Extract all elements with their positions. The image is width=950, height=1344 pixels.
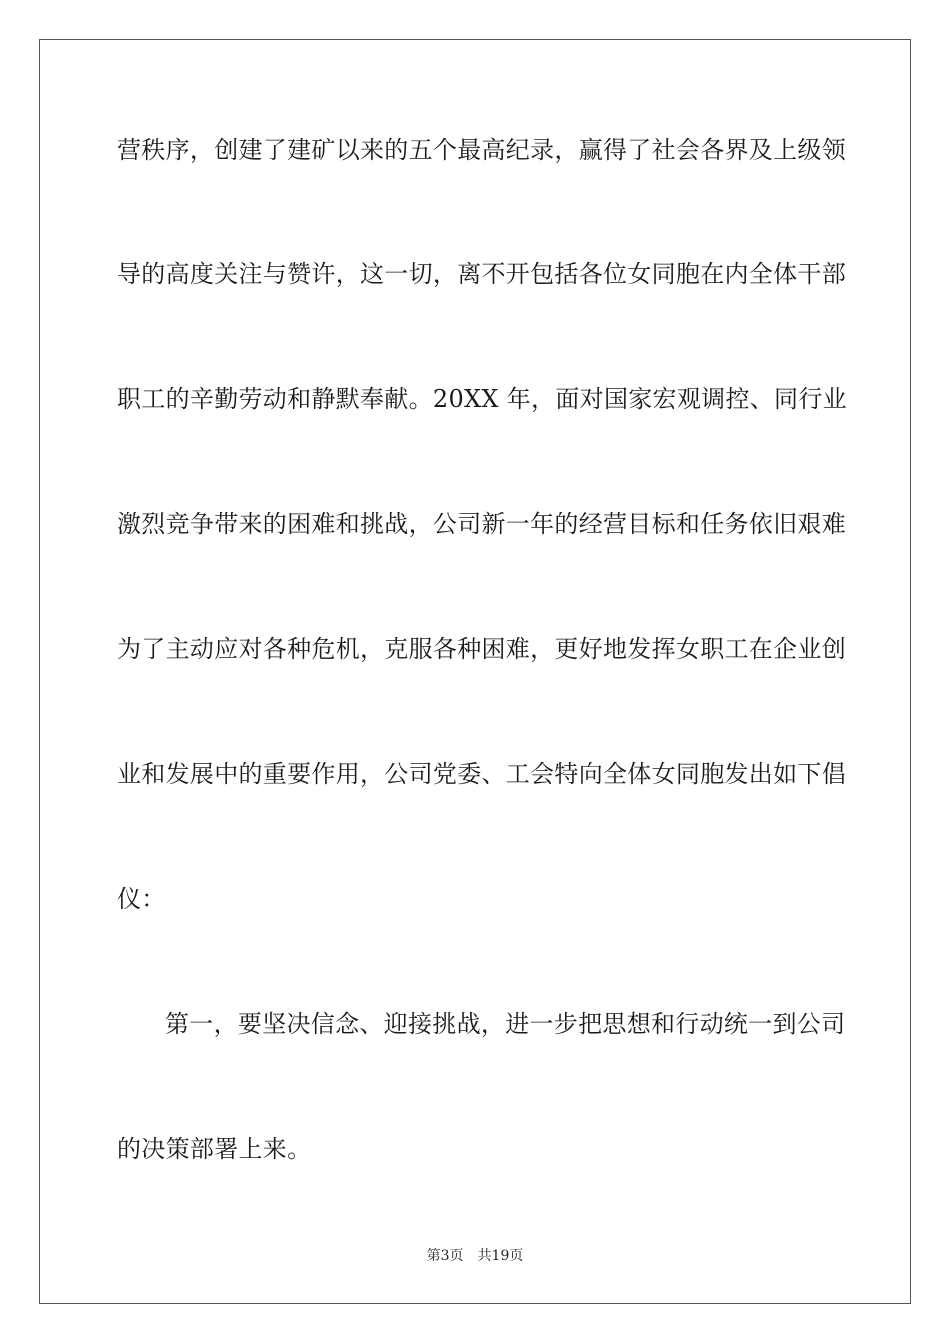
body-text-line-2: 导的高度关注与赞许，这一切，离不开包括各位女同胞在内全体干部	[117, 260, 846, 288]
body-text-line-9: 的决策部署上来。	[117, 1135, 312, 1163]
paragraph-first-point: 第一，要坚决信念、迎接挑战，进一步把思想和行动统一到公司	[165, 1010, 846, 1038]
body-text-line-3: 职工的辛勤劳动和静默奉献。20XX 年，面对国家宏观调控、同行业	[117, 385, 847, 413]
page-footer	[0, 1246, 950, 1266]
body-text-line-6: 业和发展中的重要作用，公司党委、工会特向全体女同胞发出如下倡	[117, 760, 846, 788]
body-text-line-4: 激烈竞争带来的困难和挑战，公司新一年的经营目标和任务依旧艰难	[117, 510, 846, 538]
body-text-line-7: 仪：	[117, 885, 166, 913]
page-border	[39, 39, 911, 1304]
page-number: 第3页	[426, 1248, 464, 1264]
body-text-line-1: 营秩序，创建了建矿以来的五个最高纪录，赢得了社会各界及上级领	[117, 136, 846, 164]
page-total: 共19页	[477, 1248, 524, 1264]
body-text-line-5: 为了主动应对各种危机，克服各种困难，更好地发挥女职工在企业创	[117, 635, 846, 663]
